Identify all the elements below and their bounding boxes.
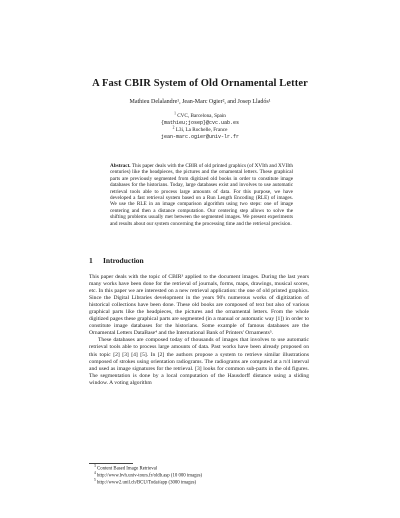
abstract (110, 163, 293, 227)
abstract-label: Abstract. (110, 163, 131, 169)
footnote-marker: 4 (94, 471, 96, 475)
affiliation-1 (0, 113, 400, 126)
affiliation-name: L3i, La Rochelle, France (175, 127, 228, 133)
footnote-text: http://www2.unil.ch/BCU/Todai/app (3000 images) (97, 480, 197, 486)
affiliation-marker: 2 (172, 125, 175, 130)
footnote-text: Content Based Image Retrieval (97, 466, 158, 472)
section-number: 1 (89, 256, 93, 265)
section-title: Introduction (103, 256, 144, 265)
section-heading (89, 256, 144, 265)
affiliation-name: CVC, Barcelona, Spain (177, 113, 226, 119)
affiliation-email: {mathieu;josep}@cvc.uab.es (160, 119, 239, 126)
paragraph-1: This paper deals with the topic of CBIR³ applied to the document images. During the last years many works have been done for the retrieval of journals, forms, maps, drawings, musical scores, etc. In this paper we are interested on a new retrieval application: the one of old printed graphics. Since the Digital Libraries development in the years 90's numerous works of digitization of historical collections have been done. These old books are composed of text but also of various graphical parts like the headpieces, the pictures and the ornamental letters. From the whole digitized pages these graphical parts are segmented (in a manual or automatic way [1]) in order to constitute image databases for the historians. Some example of famous databases are the Ornamental Letters DataBase⁴ and the International Bank of Printers' Ornaments⁵. (89, 274, 309, 337)
author-list: Mathieu Delalandre¹, Jean-Marc Ogier², and Josep Lladós¹ (129, 99, 271, 105)
paper-title: A Fast CBIR System of Old Ornamental Letter (92, 78, 308, 89)
body-text (89, 274, 309, 387)
affiliation-email: jean-marc.ogier@univ-lr.fr (160, 133, 239, 140)
footnote-5 (94, 480, 196, 487)
footnote-marker: 3 (94, 464, 96, 468)
abstract-text: This paper deals with the CBIR of old printed graphics (of XVIth and XVIIth centuries) like the headpieces, the pictures and the ornamental letters. These graphical parts are previously segmented from digitized old books in order to constitute image databases for the historians. Today, large databases exist and involves to use automatic retrieval tools able to process large amounts of data. For this purpose, we have developed a fast retrieval system based on a Run Length Encoding (RLE) of images. We use the RLE in an image comparison algorithm using two steps: one of image centering and then a distance computation. Our centering step allows to solve the shifting problems usually met between the segmented images. We present experiments and results about our system concerning the processing time and the retrieval precision. (110, 163, 294, 227)
affiliation-2 (0, 127, 400, 140)
footnote-text: http://www.bvh.univ-tours.fr/oldb.asp (10 000 images) (97, 473, 203, 479)
affiliation-marker: 1 (174, 111, 176, 116)
footnote-marker: 5 (94, 478, 96, 482)
footnote-4 (94, 473, 202, 480)
paragraph-2: These databases are composed today of thousands of images that involves to use automatic retrieval tools able to process large amounts of data. Past works have been already proposed on this topic [2] [3] [4] [5]. In [2] the authors propose a system to retrieve similar illustrations composed of strokes using orientation radiograms. The radiograms are computed at a π/4 interval and used as image signatures for the retrieval. [3] looks for common sub-parts in the old figures. The segmentation is done by a local computation of the Hausdorff distance using a sliding window. A voting algorithm (89, 337, 309, 386)
footnote-3 (94, 466, 157, 473)
